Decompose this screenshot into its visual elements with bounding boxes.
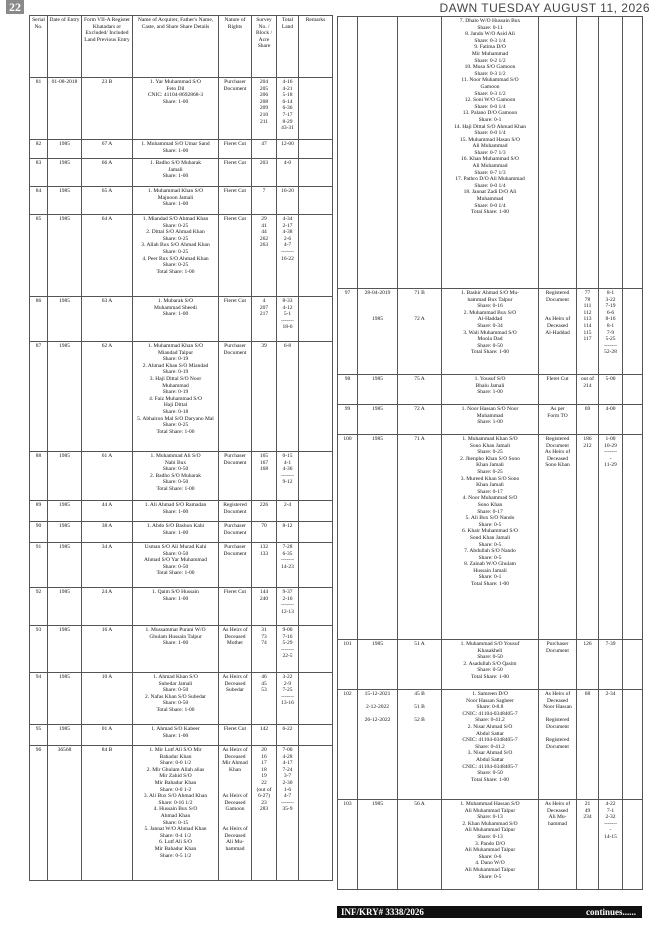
cell-total: 7-00 4-28 4-17 7-24 3-7 2-30 1-6 4-7 ------- 35-9	[277, 746, 299, 881]
table-row	[338, 375, 643, 405]
cell-rights: Purchaser Document	[219, 342, 252, 452]
cell-total: 9-00 7-16 5-29 ------- 22-5	[277, 626, 299, 673]
cell-date: 01-08-2018	[48, 78, 82, 140]
cell-total: 8-12	[277, 522, 299, 543]
cell-form: 34 A	[82, 543, 133, 588]
cell-name: 1. Qaim S/O Hussain Share: 1-00	[133, 588, 219, 626]
cell-survey: 142	[252, 725, 277, 746]
cell-remarks	[623, 17, 643, 289]
table-row	[338, 640, 643, 690]
cell-date: 1985	[48, 140, 82, 159]
cell-total: 9-37 2-16 ------- 12-13	[277, 588, 299, 626]
cell-name: 1. Mir Lutf Ali S/O Mir Bahadur Khan Share: 0-0 1/2 2. Mir Ghulam Allah alias Mir Zahid S/O Mir Bahadur Khan Share: 0-0 1-2 3. Ali Bux S/O Ahmad Khan Share: 0-16 1/2 4. Hussain Bux S/O Ahmad Khan Share: 0-15 5. Jannat W/O Ahmad Khan Share: 0-4 1/2 6. Lutf Ali S/O Mir Bahadur Khan Share: 0-5 1/2	[133, 746, 219, 881]
cell-total: 8-33 4-12 5-1 ------- 18-6	[277, 297, 299, 342]
cell-rights: As Heirs of Deceased Ali Mu- hammad	[539, 800, 577, 890]
table-row	[30, 297, 333, 342]
cell-survey: 20 16 17 18 19 22 (out of 6-27) 23 283	[252, 746, 277, 881]
cell-survey: 4 207 217	[252, 297, 277, 342]
cell-date: 1985	[358, 435, 398, 640]
cell-total: 16-20	[277, 187, 299, 215]
cell-survey	[577, 17, 599, 289]
cell-serial: 97	[338, 289, 358, 375]
cell-remarks	[623, 690, 643, 800]
cell-survey: 46 45 53	[252, 673, 277, 725]
cell-rights: Purchaser Document	[219, 452, 252, 501]
cell-survey: 68	[577, 690, 599, 800]
cell-survey: 126	[577, 640, 599, 690]
land-record-table-left	[29, 15, 333, 881]
cell-serial: 94	[30, 673, 48, 725]
left-table-body	[30, 78, 333, 881]
table-row	[30, 452, 333, 501]
cell-name: 1. Muhammad Khan S/O Sono Khan Jamali Share: 0-25 2. Jhenpho Khan S/O Sono Khan Jamali Share: 0-25 3. Mureed Khan S/O Sono Khan Jamali Share: 0-17 4. Noor Muhammad S/O Sono Khan Share: 0-17 5. Ali Bux S/O Nando Share: 0-5 6. Khair Muhammad S/O Sond Khan Jamali Share: 0-5 7. Abdullah S/O Nando Share: 0-5 8. Zainab W/O Ghulam Hussain Jamali Share: 0-1 Total Share: 1-00	[442, 435, 539, 640]
cell-rights: Fleret Cut	[219, 725, 252, 746]
cell-rights: Registered Document As Heirs of Deceased Al-Haddad	[539, 289, 577, 375]
cell-total: 4-22 7-1 2-32 ------- - 14-15	[599, 800, 623, 890]
cell-name: 1. Muhammad Hassan S/O Ali Muhammad Talpur Share: 0-13 2. Khan Muhammad S/O Ali Muhammad Talpur Share: 0-13 3. Pando D/O Ali Muhammad Talpur Share: 0-6 4. Dano W/O Ali Muhammad Talpur Share: 0-5	[442, 800, 539, 890]
cell-date: 1985	[358, 800, 398, 890]
cell-rights: Registered Document	[219, 501, 252, 522]
cell-survey: out of 214	[577, 375, 599, 405]
footer-bar	[337, 906, 642, 918]
table-row	[30, 78, 333, 140]
cell-total: 8-1 3-22 7-19 6-6 8-16 8-1 7-9 5-25 ------- 52-28	[599, 289, 623, 375]
cell-name: 1. Ahmad Khan S/O Subedar Jamali Share: 0-50 2. Nafas Khan S/O Subedar Share: 0-50 Total Share: 1-00	[133, 673, 219, 725]
right-column	[337, 16, 642, 890]
cell-total: 4-0	[277, 159, 299, 187]
cell-remarks	[299, 452, 333, 501]
cell-total: 12-00	[277, 140, 299, 159]
cell-name: 1. Yar Muhammad S/O Feto Dil CNIC: 41104-8692868-3 Share: 1-00	[133, 78, 219, 140]
cell-form: 63 A	[82, 297, 133, 342]
cell-remarks	[623, 405, 643, 435]
cell-remarks	[299, 746, 333, 881]
cell-total: 2-4	[277, 501, 299, 522]
cell-form: 64 A	[82, 215, 133, 297]
cell-survey: 203	[252, 159, 277, 187]
cell-name: 1. Muhammad Ali S/O Nabi Bux Share: 0-50 2. Badho S/O Mubarak Share: 0-50 Total Share: 1-00	[133, 452, 219, 501]
cell-remarks	[299, 342, 333, 452]
cell-serial: 83	[30, 159, 48, 187]
cell-survey: 39	[252, 342, 277, 452]
cell-form: 51 A	[398, 640, 442, 690]
cell-serial: 87	[30, 342, 48, 452]
cell-rights: Purchaser Document	[219, 78, 252, 140]
cell-form: 61 A	[82, 452, 133, 501]
table-row	[338, 690, 643, 800]
cell-date: 1985	[358, 375, 398, 405]
cell-rights	[539, 17, 577, 289]
cell-serial: 88	[30, 452, 48, 501]
cell-survey: 70	[252, 522, 277, 543]
cell-total: 4-16 4-21 5-18 6-14 6-36 7-17 8-29 43-31	[277, 78, 299, 140]
cell-form: 44 A	[82, 501, 133, 522]
cell-form: 16 A	[82, 626, 133, 673]
cell-remarks	[299, 588, 333, 626]
cell-serial: 89	[30, 501, 48, 522]
cell-form: 45 B 51 B 52 B	[398, 690, 442, 800]
cell-form: 66 A	[82, 159, 133, 187]
cell-form: 67 A	[82, 140, 133, 159]
cell-survey: 31 73 74	[252, 626, 277, 673]
cell-name: 1. Samreen D/O Noor Hassan Sagheer Share: 0-8.8 CNIC: 41104-0348405-7 Share: 0-41.2 2. Nisar Ahmad S/O Abdul Sattar CNIC: 41104-0348405-7 Share: 0-41.2 3. Nisar Ahmad S/O Abdul Sattar CNIC: 41104-0348405-7 Share: 0-50 Total Share: 1-00	[442, 690, 539, 800]
cell-serial: 93	[30, 626, 48, 673]
cell-rights: Fleret Cut	[219, 297, 252, 342]
cell-rights: Fleret Cut	[219, 588, 252, 626]
cell-total	[599, 17, 623, 289]
cell-name: 1. Muhammad S/O Umar Sand Share: 1-00	[133, 140, 219, 159]
cell-survey: 29 41 44 262 263	[252, 215, 277, 297]
cell-serial: 84	[30, 187, 48, 215]
cell-form: 23 B	[82, 78, 133, 140]
cell-name: 1. Bashir Ahmad S/O Mu- hammad Bux Talpur Share: 0-16 2. Muhammad Bux S/O Al-Haddad Share: 0-34 3. Wali Muhammad S/O Moola Dad Share: 0-50 Total Share: 1-00	[442, 289, 539, 375]
cell-serial: 102	[338, 690, 358, 800]
cell-remarks	[299, 159, 333, 187]
table-row	[338, 289, 643, 375]
cell-rights: Purchaser Document	[539, 640, 577, 690]
cell-remarks	[299, 501, 333, 522]
cell-total: 3-22 2-9 7-25 ------- 13-16	[277, 673, 299, 725]
cell-name: 1. Noor Hassan S/O Noor Muhammad Share: 1-00	[442, 405, 539, 435]
cell-form: 10 A	[82, 673, 133, 725]
cell-name: 1. Muhammad S/O Yousuf Khasakheli Share: 0-50 2. Asadullah S/O Qasim Share: 0-50 Total Share: 1-00	[442, 640, 539, 690]
table-row	[30, 746, 333, 881]
cell-remarks	[299, 215, 333, 297]
table-row	[30, 522, 333, 543]
cell-rights: Fleret Cut	[219, 187, 252, 215]
cell-remarks	[623, 435, 643, 640]
cell-serial: 85	[30, 215, 48, 297]
col-rights-header: Nature of Rights	[219, 16, 252, 78]
cell-remarks	[299, 187, 333, 215]
cell-remarks	[299, 725, 333, 746]
cell-form: 65 A	[82, 187, 133, 215]
cell-serial: 91	[30, 543, 48, 588]
table-row	[30, 187, 333, 215]
right-table-body	[338, 17, 643, 890]
cell-form: 72 A	[398, 405, 442, 435]
cell-name: Usman S/O Ali Murad Kahi Share: 0-50 Ahmad S/O Yar Muhammad Share: 0-50 Total Share: 1-00	[133, 543, 219, 588]
cell-serial: 101	[338, 640, 358, 690]
cell-form: 01 A	[82, 725, 133, 746]
land-record-table-right	[337, 16, 643, 890]
col-remarks-header: Remarks	[299, 16, 333, 78]
cell-rights: Purchaser Document	[219, 543, 252, 588]
cell-remarks	[623, 289, 643, 375]
table-row	[338, 405, 643, 435]
cell-rights: Fleret Cut	[219, 140, 252, 159]
cell-rights: Registered Document As Heirs of Deceased Sono Khan	[539, 435, 577, 640]
cell-survey: 186 212	[577, 435, 599, 640]
cell-date: 1985	[48, 187, 82, 215]
cell-total: 0-15 4-1 4-36 ------- 9-12	[277, 452, 299, 501]
cell-survey: 132 133	[252, 543, 277, 588]
table-row	[30, 543, 333, 588]
cell-name: 7. Dhalo W/O Hussain Bux Share: 0-11 8. Jando W/O Asid Ali Share: 0-3 1/4 9. Fatima D/O Mir Muhammad Share: 0-2 1/2 10. Musa S/O Gamoon Share: 0-3 1/2 11. Noor Muhammad S/O Gamoon Share: 0-3 1/2 12. Soni W/O Gamoon Share: 0-0 1/4 13. Palano D/O Gamoon Share: 0-1 14. Haji Dittal S/O Ahmad Khan Share: 0-0 1/4 15. Muhammad Hasan S/O Ali Muhammad Share: 0-7 1/3 16. Khan Muhammad S/O Ali Muhammad Share: 0-7 1/3 17. Pathro D/O Ali Muhammad Share: 0-0 1/4 18. Jannat Zadi D/O Ali Muhammad Share: 0-0 1/4 Total Share: 1-00	[442, 17, 539, 289]
cell-rights: Purchaser Document	[219, 522, 252, 543]
cell-name: 1. Abdo S/O Bashon Kahi Share: 1-00	[133, 522, 219, 543]
cell-form: 84 B	[82, 746, 133, 881]
cell-name: 1. Muhammad Khan S/O Majnoon Jamali Share: 1-00	[133, 187, 219, 215]
table-row	[30, 673, 333, 725]
cell-name: 1. Mussammat Purani W/O Ghulam Hussain Talpur Share: 1-00	[133, 626, 219, 673]
table-row	[30, 159, 333, 187]
cell-date: 15-12-2021 2-12-2022 26-12-2022	[358, 690, 398, 800]
table-row	[30, 588, 333, 626]
table-row	[30, 215, 333, 297]
cell-survey: 144 240	[252, 588, 277, 626]
cell-date: 1985	[48, 725, 82, 746]
cell-date: 36568	[48, 746, 82, 881]
cell-date: 1985	[48, 215, 82, 297]
cell-date: 28-04-2019 1985	[358, 289, 398, 375]
cell-remarks	[623, 800, 643, 890]
cell-rights: Fleret Cut	[219, 159, 252, 187]
cell-total: 4-34 2-17 4-38 2-6 4-7 ------- 16-22	[277, 215, 299, 297]
cell-remarks	[299, 297, 333, 342]
cell-form: 56 A	[398, 800, 442, 890]
cell-remarks	[299, 543, 333, 588]
table-row	[338, 17, 643, 289]
cell-survey: 7	[252, 187, 277, 215]
cell-date: 1985	[48, 673, 82, 725]
footer-continues: continues......	[585, 907, 636, 917]
cell-survey: 165 167 168	[252, 452, 277, 501]
cell-total: 1-00 10-29 ------- - 11-29	[599, 435, 623, 640]
cell-survey: 77 78 111 112 113 114 115 117	[577, 289, 599, 375]
cell-rights: As Heirs of Deceased Mir Ahmad Khan As Heirs of Deceased Gamoon As Heirs of Deceased Ali Mu- hammad	[219, 746, 252, 881]
cell-serial: 100	[338, 435, 358, 640]
cell-date: 1985	[48, 159, 82, 187]
cell-rights: Fleret Cut	[539, 375, 577, 405]
col-name-header: Name of Acquirer, Father's Name, Caste, and Share Share Details	[133, 16, 219, 78]
cell-date: 1985	[48, 543, 82, 588]
left-column	[29, 15, 332, 881]
table-row	[30, 342, 333, 452]
cell-rights: As Heirs of Deceased Mother	[219, 626, 252, 673]
cell-date: 1985	[358, 405, 398, 435]
cell-form	[398, 17, 442, 289]
cell-serial: 96	[30, 746, 48, 881]
cell-total: 7-39	[599, 640, 623, 690]
cell-serial: 103	[338, 800, 358, 890]
cell-rights: As per Form TO	[539, 405, 577, 435]
cell-total: 6-8	[277, 342, 299, 452]
col-survey-header: Survey No. / Block / Acre Share	[252, 16, 277, 78]
cell-survey: 47	[252, 140, 277, 159]
cell-remarks	[299, 626, 333, 673]
cell-serial: 92	[30, 588, 48, 626]
cell-date	[358, 17, 398, 289]
table-row	[30, 626, 333, 673]
cell-date: 1985	[48, 626, 82, 673]
table-header-row	[30, 16, 333, 78]
cell-total: 2-34	[599, 690, 623, 800]
cell-name: 1. Muhammad Khan S/O Miandad Talpur Share: 0-19 2. Ahmad Khan S/O Miandad Share: 0-19 3. Haji Dittal S/O Noor Muhammad Share: 0-19 4. Faiz Muhammad S/O Haji Dittal Share: 0-18 5. Abhairon Mal S/O Daryano Mal Share: 0-25 Total Share: 1-00	[133, 342, 219, 452]
cell-total: 6-22	[277, 725, 299, 746]
cell-remarks	[299, 78, 333, 140]
cell-serial: 98	[338, 375, 358, 405]
cell-total: 5-00	[599, 375, 623, 405]
cell-date: 1985	[48, 522, 82, 543]
table-row	[338, 435, 643, 640]
cell-date: 1985	[48, 588, 82, 626]
table-row	[30, 501, 333, 522]
cell-rights: As Heirs of Deceased Subedar	[219, 673, 252, 725]
cell-remarks	[299, 673, 333, 725]
cell-serial: 86	[30, 297, 48, 342]
cell-name: 1. Ahmad S/O Kabeer Share: 1-00	[133, 725, 219, 746]
cell-name: 1. Mubarak S/O Muhammad Sheedi Share: 1-00	[133, 297, 219, 342]
cell-form: 62 A	[82, 342, 133, 452]
cell-serial: 90	[30, 522, 48, 543]
cell-survey: 21 49 234	[577, 800, 599, 890]
footer-reference: INF/KRY# 3338/2026	[341, 907, 424, 917]
cell-remarks	[623, 640, 643, 690]
masthead: DAWN TUESDAY AUGUST 11, 2026	[439, 1, 650, 15]
cell-form: 75 A	[398, 375, 442, 405]
table-row	[338, 800, 643, 890]
cell-form: 24 A	[82, 588, 133, 626]
cell-date: 1985	[358, 640, 398, 690]
cell-date: 1985	[48, 297, 82, 342]
col-serial-header: Serial No.	[30, 16, 48, 78]
page-header	[0, 0, 660, 14]
cell-total: 4-00	[599, 405, 623, 435]
cell-serial	[338, 17, 358, 289]
cell-survey: 204 205 206 208 209 210 211	[252, 78, 277, 140]
cell-date: 1985	[48, 342, 82, 452]
cell-form: 71 B 72 A	[398, 289, 442, 375]
cell-survey: 226	[252, 501, 277, 522]
cell-name: 1. Yousuf S/O Bhalu Jamali Share: 1-00	[442, 375, 539, 405]
cell-serial: 95	[30, 725, 48, 746]
cell-rights: As Heirs of Deceased Noor Hassan Registered Document Registered Document	[539, 690, 577, 800]
col-form-header: Form VII-A Register Khatadars or Excluded/ Included Land Previous Entry	[82, 16, 133, 78]
cell-form: 71 A	[398, 435, 442, 640]
cell-serial: 82	[30, 140, 48, 159]
cell-rights: Fleret Cut	[219, 215, 252, 297]
table-row	[30, 140, 333, 159]
cell-name: 1. Ali Ahmad S/O Ramadan Share: 1-00	[133, 501, 219, 522]
cell-remarks	[299, 522, 333, 543]
cell-name: 1. Badho S/O Mubarak Jamali Share: 1-00	[133, 159, 219, 187]
cell-name: 1. Miandad S/O Ahmad Khan Share: 0-25 2. Dittal S/O Ahmad Khan Share: 0-25 3. Allah Bux S/O Ahmad Khan Share: 0-25 4. Peer Bux S/O Ahmad Khan Share: 0-25 Total Share: 1-00	[133, 215, 219, 297]
col-total-header: Total Land	[277, 16, 299, 78]
cell-survey: 69	[577, 405, 599, 435]
cell-remarks	[299, 140, 333, 159]
page-number: 22	[6, 0, 24, 14]
cell-total: 7-28 6-35 ------- 14-23	[277, 543, 299, 588]
table-row	[30, 725, 333, 746]
col-date-header: Date of Entry	[48, 16, 82, 78]
cell-form: 38 A	[82, 522, 133, 543]
cell-serial: 81	[30, 78, 48, 140]
cell-serial: 99	[338, 405, 358, 435]
cell-remarks	[623, 375, 643, 405]
cell-date: 1985	[48, 452, 82, 501]
cell-date: 1985	[48, 501, 82, 522]
